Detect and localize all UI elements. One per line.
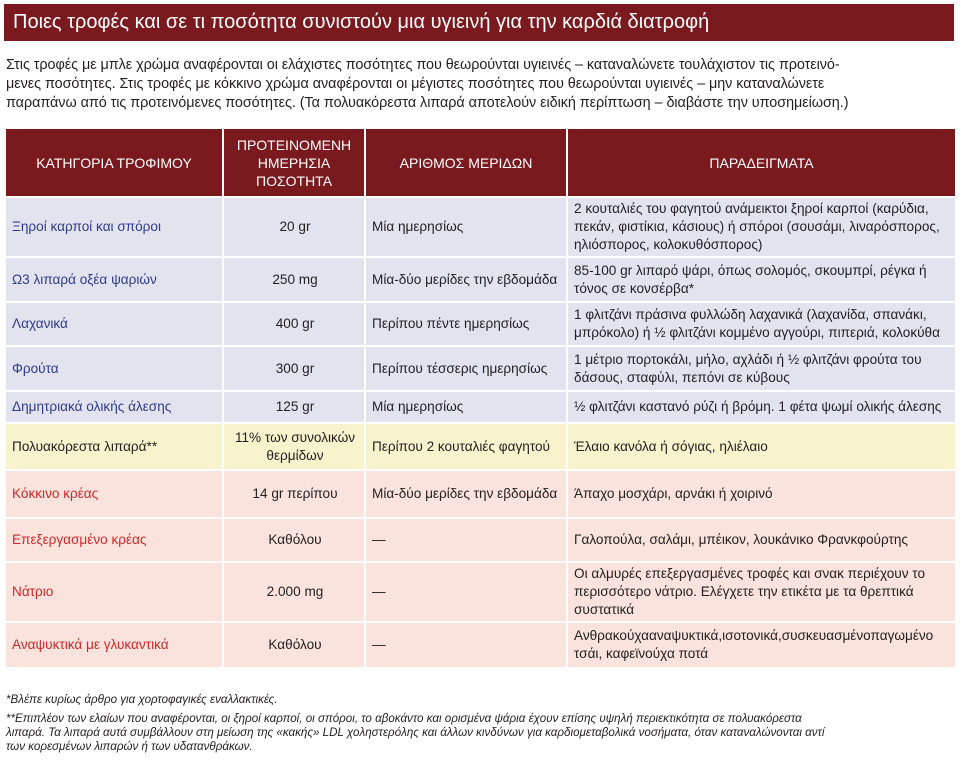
- table-row: [6, 347, 955, 390]
- cell-servings: Μία-δύο μερίδες την εβδομάδα: [366, 258, 566, 301]
- cell-quantity: 20 gr: [224, 198, 364, 256]
- cell-servings: Μία ημερησίως: [366, 392, 566, 422]
- footnote-2-line: λιπαρά. Τα λιπαρά αυτά συμβάλλουν στη μείωση της «κακής» LDL χοληστερόλης και άλλων κινδύνων για καρδιομεταβολικά νοσήματα, όταν καταναλώνονται αντί: [6, 726, 825, 739]
- cell-category: Κόκκινο κρέας: [6, 471, 222, 517]
- cell-quantity: 125 gr: [224, 392, 364, 422]
- table-row: [6, 623, 955, 667]
- cell-category: Νάτριο: [6, 563, 222, 621]
- footnotes: [6, 693, 954, 754]
- cell-quantity: Καθόλου: [224, 519, 364, 561]
- intro-line: μενες ποσότητες. Στις τροφές με κόκκινο χρώμα αναφέρονται οι μέγιστες ποσότητες που θεωρούνται υγιεινές – μην καταναλώνετε: [6, 76, 825, 92]
- cell-examples: ½ φλιτζάνι καστανό ρύζι ή βρόμη. 1 φέτα ψωμί ολικής άλεσης: [568, 392, 955, 422]
- intro-paragraph: [6, 56, 954, 113]
- cell-examples: Έλαιο κανόλα ή σόγιας, ηλιέλαιο: [568, 424, 955, 469]
- table-row: [6, 519, 955, 561]
- intro-line: παραπάνω από τις προτεινόμενες ποσότητες. (Τα πολυακόρεστα λιπαρά αποτελούν ειδική περίπτωση – διαβάστε την υποσημείωση.): [6, 95, 849, 111]
- cell-servings: Μία-δύο μερίδες την εβδομάδα: [366, 471, 566, 517]
- table-header-row: [6, 129, 955, 196]
- header-quantity: ΠΡΟΤΕΙΝΟΜΕΝΗ ΗΜΕΡΗΣΙΑ ΠΟΣΟΤΗΤΑ: [224, 129, 364, 196]
- cell-quantity: 14 gr περίπου: [224, 471, 364, 517]
- cell-quantity: 250 mg: [224, 258, 364, 301]
- cell-category: Φρούτα: [6, 347, 222, 390]
- cell-servings: —: [366, 563, 566, 621]
- table-row: [6, 563, 955, 621]
- cell-category: Ω3 λιπαρά οξέα ψαριών: [6, 258, 222, 301]
- cell-examples: Ανθρακούχααναψυκτικά,ισοτονικά,συσκευασμένοπαγωμένο τσάι, καφεϊνούχα ποτά: [568, 623, 955, 667]
- table-row: [6, 392, 955, 422]
- cell-quantity: 300 gr: [224, 347, 364, 390]
- cell-category: Λαχανικά: [6, 303, 222, 345]
- nutrition-table: [4, 127, 957, 669]
- cell-category: Δημητριακά ολικής άλεσης: [6, 392, 222, 422]
- cell-category: Πολυακόρεστα λιπαρά**: [6, 424, 222, 469]
- table-row: [6, 303, 955, 345]
- footnote-2-line: **Επιπλέον των ελαίων που αναφέρονται, οι ξηροί καρποί, οι σπόροι, το αβοκάντο και ορισμένα ψάρια έχουν επίσης υψηλή περιεκτικότητα σε πολυακόρεστα: [6, 712, 802, 725]
- cell-servings: Περίπου τέσσερις ημερησίως: [366, 347, 566, 390]
- cell-examples: 2 κουταλιές του φαγητού ανάμεικτοι ξηροί καρποί (καρύδια, πεκάν, φιστίκια, κάσιους) ή σπόροι (σουσάμι, λιναρόσπορος, ηλιόσπορος, κολοκυθόσπορος): [568, 198, 955, 256]
- cell-quantity: 400 gr: [224, 303, 364, 345]
- cell-servings: Περίπου πέντε ημερησίως: [366, 303, 566, 345]
- cell-examples: 1 μέτριο πορτοκάλι, μήλο, αχλάδι ή ½ φλιτζάνι φρούτα του δάσους, σταφύλι, πεπόνι σε κύβους: [568, 347, 955, 390]
- table-row: [6, 198, 955, 256]
- cell-quantity: 2.000 mg: [224, 563, 364, 621]
- table-row: [6, 258, 955, 301]
- intro-line: Στις τροφές με μπλε χρώμα αναφέρονται οι ελάχιστες ποσότητες που θεωρούνται υγιεινές – καταναλώνετε τουλάχιστον τις προτεινό-: [6, 57, 840, 73]
- cell-servings: —: [366, 519, 566, 561]
- cell-servings: Περίπου 2 κουταλιές φαγητού: [366, 424, 566, 469]
- cell-category: Ξηροί καρποί και σπόροι: [6, 198, 222, 256]
- cell-servings: Μία ημερησίως: [366, 198, 566, 256]
- page-title: Ποιες τροφές και σε τι ποσότητα συνιστούν μια υγιεινή για την καρδιά διατροφή: [4, 4, 954, 41]
- cell-category: Αναψυκτικά με γλυκαντικά: [6, 623, 222, 667]
- cell-examples: Άπαχο μοσχάρι, αρνάκι ή χοιρινό: [568, 471, 955, 517]
- cell-examples: Οι αλμυρές επεξεργασμένες τροφές και σνακ περιέχουν το περισσότερο νάτριο. Ελέγχετε την ετικέτα με τα θρεπτικά συστατικά: [568, 563, 955, 621]
- header-servings: ΑΡΙΘΜΟΣ ΜΕΡΙΔΩΝ: [366, 129, 566, 196]
- table-row: [6, 424, 955, 469]
- cell-examples: 85-100 gr λιπαρό ψάρι, όπως σολομός, σκουμπρί, ρέγκα ή τόνος σε κονσέρβα*: [568, 258, 955, 301]
- footnote-1: *Βλέπε κυρίως άρθρο για χορτοφαγικές εναλλακτικές.: [6, 693, 278, 706]
- cell-quantity: 11% των συνολικών θερμίδων: [224, 424, 364, 469]
- header-examples: ΠΑΡΑΔΕΙΓΜΑΤΑ: [568, 129, 955, 196]
- cell-quantity: Καθόλου: [224, 623, 364, 667]
- cell-servings: —: [366, 623, 566, 667]
- cell-category: Επεξεργασμένο κρέας: [6, 519, 222, 561]
- header-category: ΚΑΤΗΓΟΡΙΑ ΤΡΟΦΙΜΟΥ: [6, 129, 222, 196]
- table-row: [6, 471, 955, 517]
- cell-examples: Γαλοπούλα, σαλάμι, μπέικον, λουκάνικο Φρανκφούρτης: [568, 519, 955, 561]
- cell-examples: 1 φλιτζάνι πράσινα φυλλώδη λαχανικά (λαχανίδα, σπανάκι, μπρόκολο) ή ½ φλιτζάνι κομμένο αγγούρι, πιπεριά, κολοκύθα: [568, 303, 955, 345]
- footnote-2-line: των κορεσμένων λιπαρών ή των υδατανθράκων.: [6, 740, 253, 753]
